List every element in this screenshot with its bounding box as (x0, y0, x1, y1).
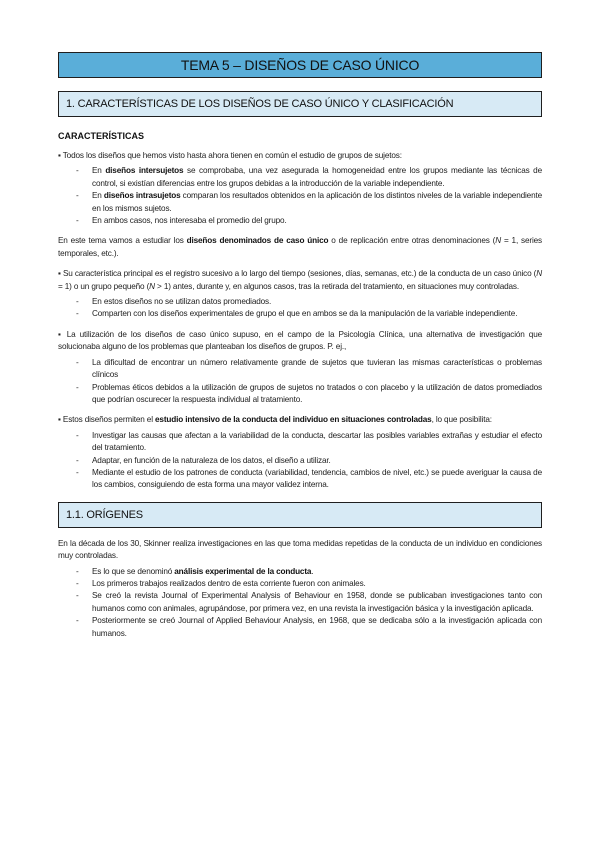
list-item: - Posteriormente se creó Journal of Applied Behaviour Analysis, en 1968, que se dedicaba sólo a la investigación aplicada con humanos. (76, 616, 542, 638)
list-item: - En estos diseños no se utilizan datos promediados. (76, 297, 272, 307)
document-page (58, 52, 542, 640)
list-item: - Mediante el estudio de los patrones de conducta (variabilidad, tendencia, cambios de nivel, etc.) se puede averiguar la causa de los cambios, consiguiendo de esta forma una mayor validez interna. (76, 467, 542, 490)
list-problemas (58, 357, 542, 407)
list-origenes (58, 566, 542, 640)
bold-term: diseños intrasujetos (103, 191, 181, 201)
bold-term: estudio intensivo de la conducta del individuo en situaciones controladas (155, 415, 432, 425)
paragraph-caso-unico: En este tema vamos a estudiar los diseños denominados de caso único o de replicación entre otras denominaciones (N = 1, series temporales, etc.). (58, 236, 542, 258)
section-heading-caracteristicas (58, 91, 542, 117)
bold-term: análisis experimental de la conducta (174, 566, 312, 576)
section-heading-text: 1.1. ORÍGENES (66, 508, 143, 521)
list-item: - En diseños intersujetos se comprobaba, una vez asegurada la homogeneidad entre los grupos mediante las técnicas de control, si existían diferencias entre los grupos debidas a la introducción de la variable independiente. (76, 166, 542, 188)
list-item: - Los primeros trabajos realizados dentro de esta corriente fueron con animales. (76, 578, 366, 588)
list-posibilita (58, 430, 542, 492)
bold-term: diseños intersujetos (105, 166, 184, 176)
list-tipos-diseno (58, 165, 542, 227)
list-item: - La dificultad de encontrar un número relativamente grande de sujetos que tuvieran las mismas características o problemas clínicos (76, 357, 542, 380)
section-heading-origenes (58, 502, 542, 528)
list-item: - Problemas éticos debidos a la utilización de grupos de sujetos no tratados o con placebo y la utilización de datos promediados que podrían oscurecer la respuesta individual al tratamiento. (76, 382, 542, 404)
document-title-text: TEMA 5 – DISEÑOS DE CASO ÚNICO (180, 57, 420, 73)
bold-term: diseños denominados de caso único (186, 236, 329, 246)
subheading-caracteristicas: CARACTERÍSTICAS (58, 131, 145, 141)
list-item: - Se creó la revista Journal of Experimental Analysis of Behaviour en 1958, donde se publicaban investigaciones tanto con humanos como con animales, agrupándose, por primera vez, en una revista la investigación básica y la investigación aplicada. (76, 591, 542, 613)
list-item: - Adaptar, en función de la naturaleza de los datos, el diseño a utilizar. (76, 455, 331, 465)
list-item: - En ambos casos, nos interesaba el promedio del grupo. (76, 216, 287, 226)
paragraph-psicologia-clinica: ▪ La utilización de los diseños de caso único supuso, en el campo de la Psicología Clínica, una alternativa de investigación que solucionaba alguno de los problemas que planteaban los diseños de grupos. P. ej., (58, 329, 542, 352)
paragraph-estudio-intensivo: ▪ Estos diseños permiten el estudio intensivo de la conducta del individuo en situaciones controladas, lo que posibilita: (58, 415, 492, 425)
section-heading-text: 1. CARACTERÍSTICAS DE LOS DISEÑOS DE CASO ÚNICO Y CLASIFICACIÓN (66, 98, 454, 110)
list-item: - Comparten con los diseños experimentales de grupo el que en ambos se da la manipulación de la variable independiente. (76, 309, 518, 319)
paragraph-caracteristica-principal: ▪ Su característica principal es el registro sucesivo a lo largo del tiempo (sesiones, días, semanas, etc.) de la conducta de un caso único (N = 1) o un grupo pequeño (N > 1) antes, durante y, en algunos casos, tras la retirada del tratamiento, en situaciones muy controladas. (58, 269, 542, 291)
paragraph-skinner: En la década de los 30, Skinner realiza investigaciones en las que toma medidas repetidas de la conducta de un individuo en condiciones muy controladas. (58, 538, 542, 561)
paragraph-grupos: ▪ Todos los diseños que hemos visto hasta ahora tienen en común el estudio de grupos de sujetos: (58, 151, 402, 160)
list-item: - En diseños intrasujetos comparan los resultados obtenidos en la aplicación de los distintos niveles de la variable independiente en los mismos sujetos. (76, 191, 543, 213)
list-item: - Investigar las causas que afectan a la variabilidad de la conducta, descartar las posibles variables extrañas y estudiar el efecto del tratamiento. (76, 430, 542, 453)
document-title (58, 52, 542, 78)
list-item: - Es lo que se denominó análisis experimental de la conducta. (76, 566, 314, 576)
list-datos (58, 296, 542, 321)
